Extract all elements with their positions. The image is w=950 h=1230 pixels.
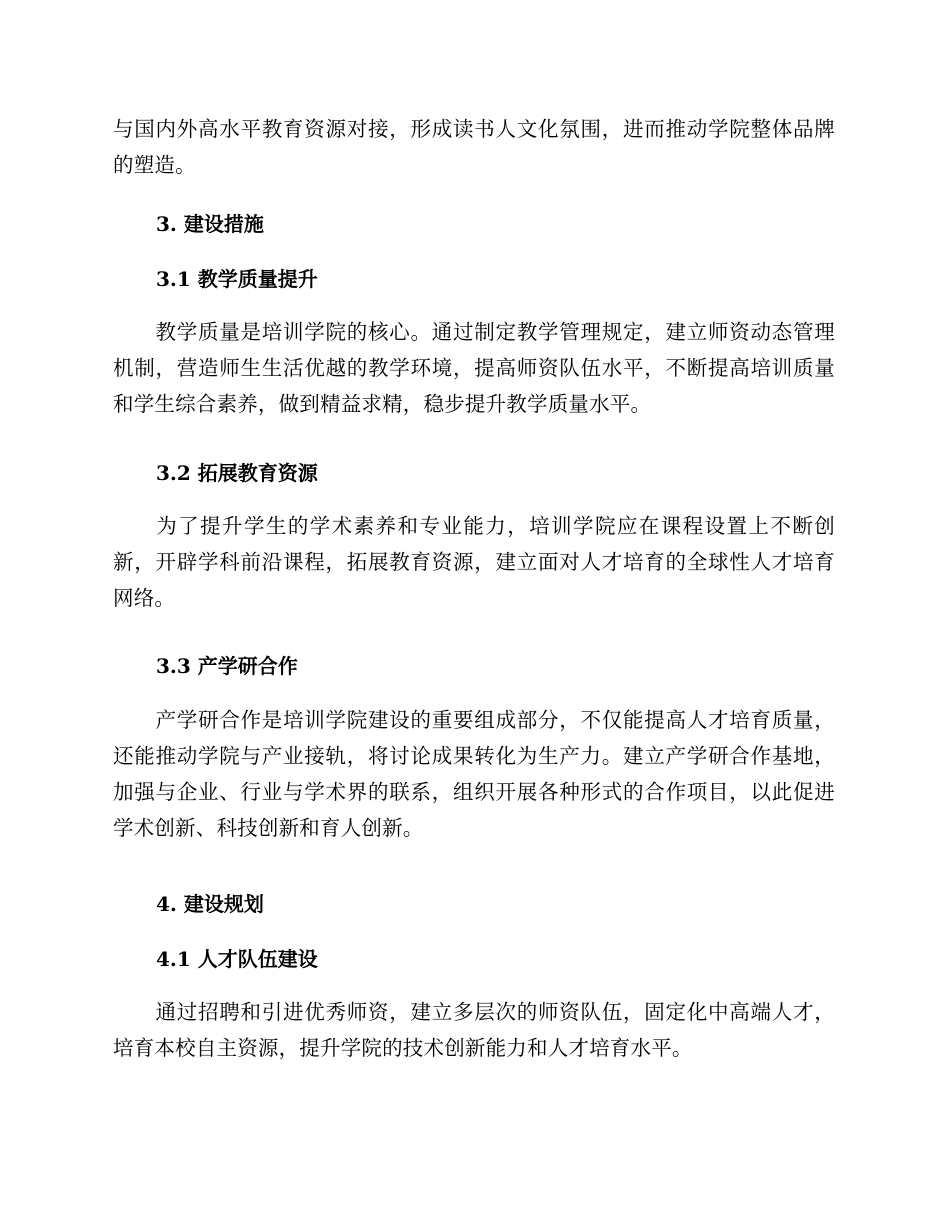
section-heading-4: 4. 建设规划 [156, 892, 264, 916]
paragraph-3-3 [113, 702, 835, 846]
paragraph-3-1 [113, 314, 835, 422]
subsection-heading-3-1: 3.1 教学质量提升 [156, 267, 318, 291]
subsection-heading-3-2: 3.2 拓展教育资源 [156, 461, 318, 485]
subsection-heading-4-1: 4.1 人才队伍建设 [156, 947, 318, 971]
paragraph-3-2-text: 为了提升学生的学术素养和专业能力，培训学院应在课程设置上不断创新，开辟学科前沿课程，拓展教育资源，建立面对人才培育的全球性人才培育网络。 [113, 514, 835, 610]
section-heading-3: 3. 建设措施 [156, 212, 264, 236]
paragraph-4-1-text: 通过招聘和引进优秀师资，建立多层次的师资队伍，固定化中高端人才，培育本校自主资源，提升学院的技术创新能力和人才培育水平。 [113, 1000, 835, 1060]
paragraph-3-2 [113, 508, 835, 616]
paragraph-3-1-text: 教学质量是培训学院的核心。通过制定教学管理规定，建立师资动态管理机制，营造师生生活优越的教学环境，提高师资队伍水平，不断提高培训质量和学生综合素养，做到精益求精，稳步提升教学质量水平。 [113, 320, 835, 416]
paragraph-3-3-text: 产学研合作是培训学院建设的重要组成部分，不仅能提高人才培育质量，还能推动学院与产业接轨，将讨论成果转化为生产力。建立产学研合作基地，加强与企业、行业与学术界的联系，组织开展各种形式的合作项目，以此促进学术创新、科技创新和育人创新。 [113, 708, 835, 840]
intro-paragraph-text: 与国内外高水平教育资源对接，形成读书人文化氛围，进而推动学院整体品牌的塑造。 [113, 117, 835, 177]
intro-paragraph [113, 111, 835, 183]
subsection-heading-3-3: 3.3 产学研合作 [156, 654, 298, 678]
paragraph-4-1 [113, 994, 835, 1066]
